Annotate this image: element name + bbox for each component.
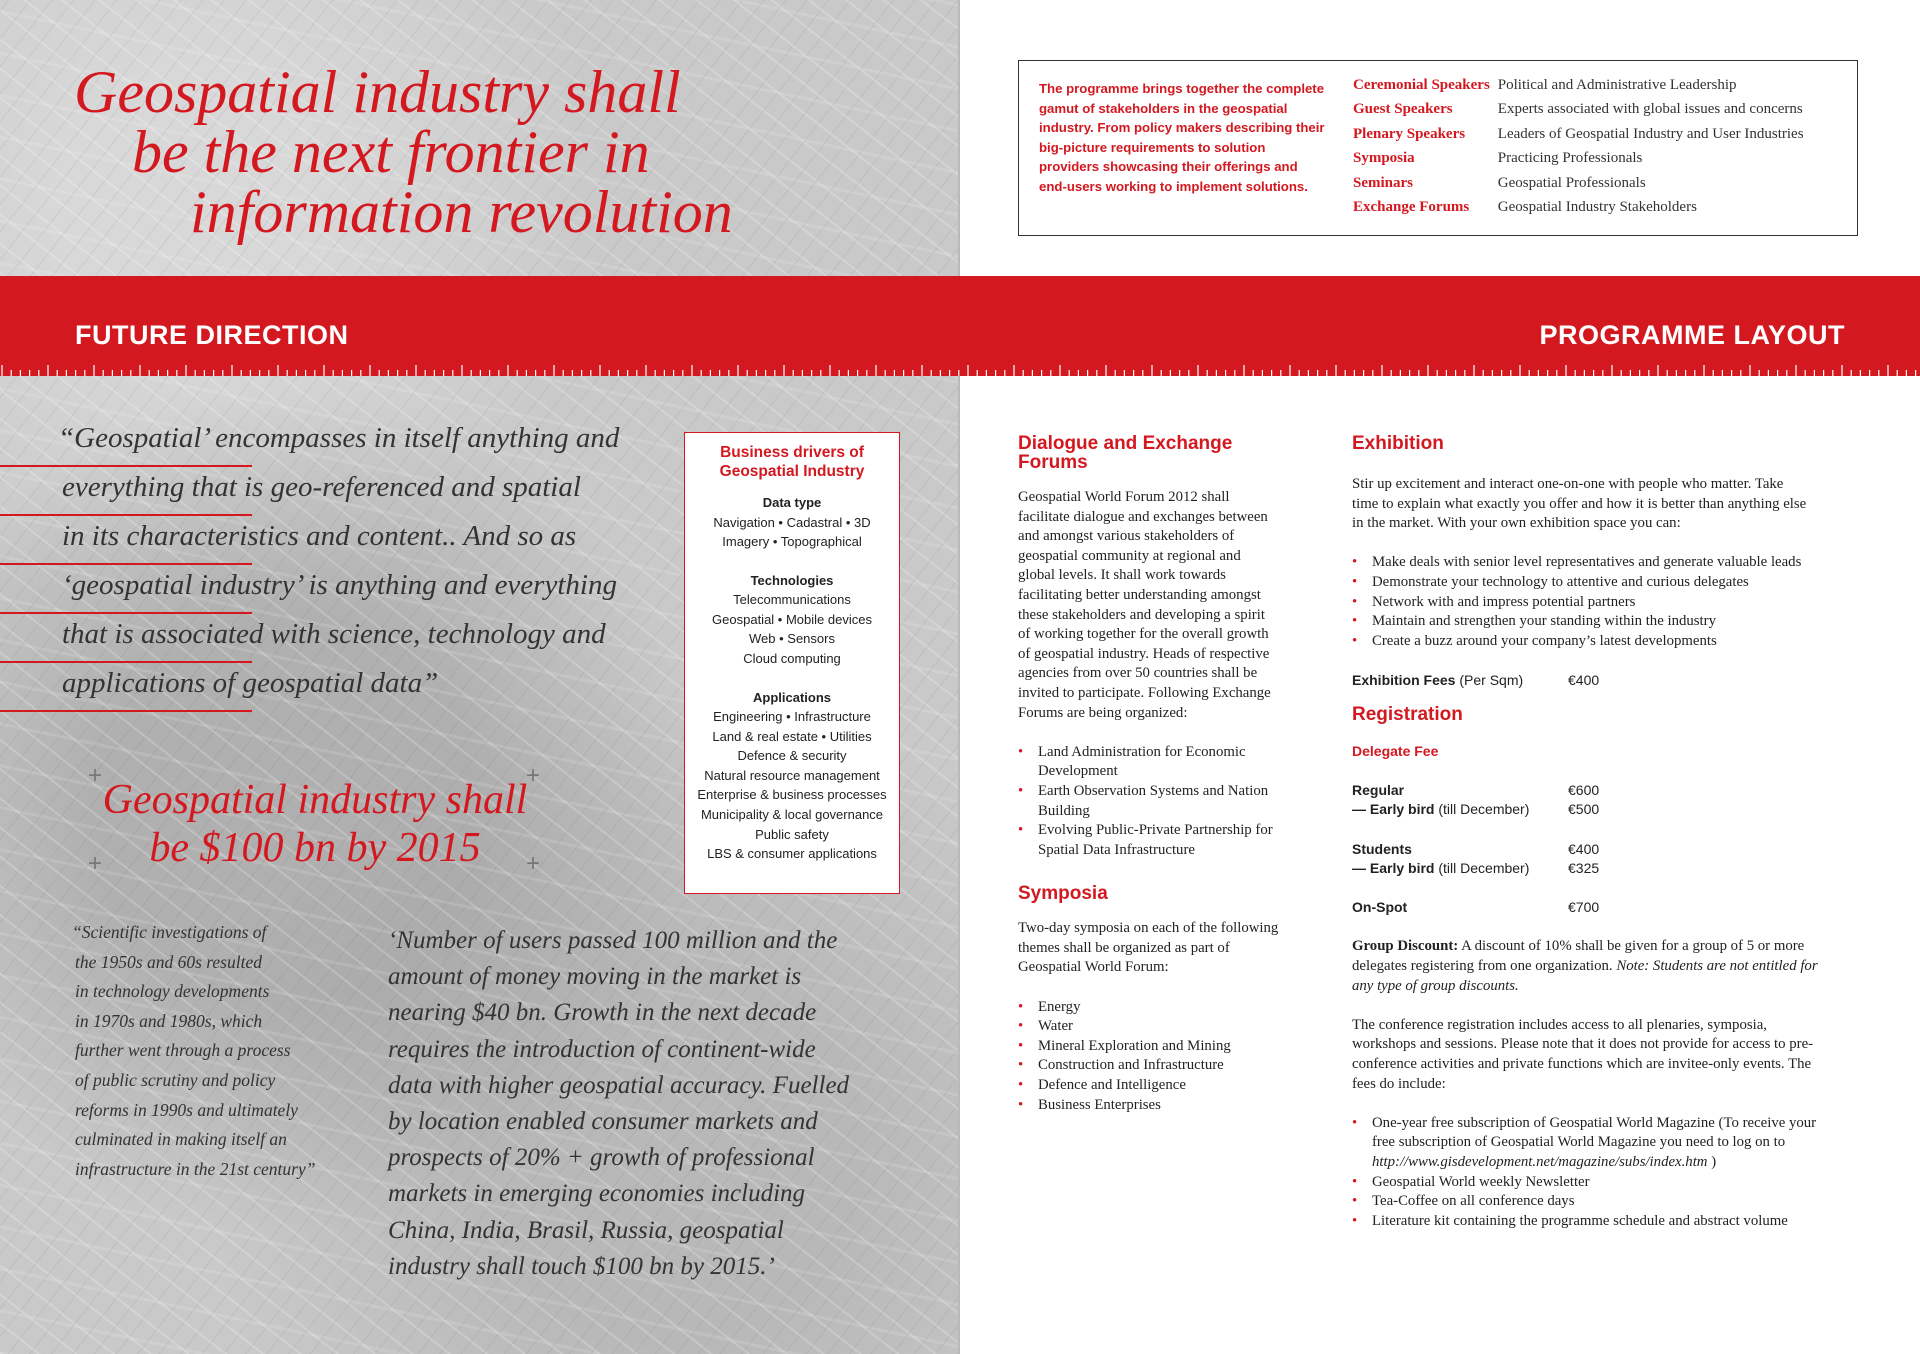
text-fragment: ) xyxy=(1707,1154,1717,1170)
text-line: Geospatial World Forum 2012 shall xyxy=(1018,489,1230,505)
fee-value: €400 xyxy=(1568,840,1600,857)
fee-label-unit: (Per Sqm) xyxy=(1455,671,1524,688)
item-line xyxy=(1372,1153,1852,1173)
list-item: Geospatial • Mobile devices xyxy=(712,611,872,627)
list-item: • Make deals with senior level representatives and generate valuable leads xyxy=(1352,553,1852,573)
spacer xyxy=(1352,996,1852,1016)
quote-line xyxy=(0,567,640,616)
quote-line: culminated in making itself an xyxy=(75,1129,287,1150)
programme-column-right xyxy=(1352,434,1852,1231)
quote-line-text: everything that is geo-referenced and spatial xyxy=(62,471,581,503)
cross-mark-icon: + xyxy=(526,762,541,789)
stakeholders-table xyxy=(1353,73,1804,220)
quote-line xyxy=(0,616,640,665)
quote-line-text: “Geospatial’ encompasses in itself anything and xyxy=(58,422,620,454)
delegate-fee-subheading: Delegate Fee xyxy=(1352,742,1439,759)
quote-line: in 1970s and 1980s, which xyxy=(75,1010,263,1031)
list-item: Navigation • Cadastral • 3D xyxy=(713,514,871,530)
text-line: The conference registration includes access to all plenaries, symposia, xyxy=(1352,1016,1767,1033)
quote-line: infrastructure in the 21st century” xyxy=(75,1158,316,1179)
spacer xyxy=(1018,860,1298,884)
quote-line: nearing $40 bn. Growth in the next decade xyxy=(388,999,817,1027)
text-line: invited to participate. Following Exchange xyxy=(1018,684,1271,701)
text-line: facilitate dialogue and exchanges between xyxy=(1018,508,1268,525)
quote-line: further went through a process xyxy=(75,1040,291,1061)
text-line: fees do include: xyxy=(1352,1075,1446,1092)
list-item: Land & real estate • Utilities xyxy=(712,728,872,744)
list-item: • Tea-Coffee on all conference days xyxy=(1352,1192,1852,1212)
stakeholder-description: Geospatial Professionals xyxy=(1497,174,1646,191)
text-line: conference activities and private functions which are invitee-only events. The xyxy=(1352,1056,1812,1073)
programme-column-left xyxy=(1018,434,1298,1115)
geospatial-definition-quote xyxy=(0,420,640,714)
quote-line: the 1950s and 60s resulted xyxy=(75,951,262,972)
list-item: • Geospatial World weekly Newsletter xyxy=(1352,1173,1852,1193)
red-rule xyxy=(0,465,252,467)
ruler-ticks xyxy=(0,360,1920,376)
quote-line xyxy=(0,420,640,469)
heading-line: Forums xyxy=(1018,452,1088,473)
item-line: • One-year free subscription of Geospatial World Magazine (To receive your xyxy=(1372,1114,1817,1131)
stakeholder-role: Symposia xyxy=(1353,150,1415,167)
item-line: free subscription of Geospatial World Magazine you need to log on to xyxy=(1372,1134,1786,1151)
list-item: Cloud computing xyxy=(743,650,841,666)
quote-line: markets in emerging economies including xyxy=(388,1180,806,1208)
stakeholder-description: Geospatial Industry Stakeholders xyxy=(1497,199,1697,216)
item-line: Spatial Data Infrastructure xyxy=(1038,841,1195,858)
list-item: Telecommunications xyxy=(733,592,851,608)
table-row xyxy=(1353,73,1804,98)
fee-row-regular xyxy=(1352,781,1852,801)
table-row xyxy=(1353,98,1804,123)
list-item: Municipality & local governance xyxy=(700,807,884,823)
list-item: • Literature kit containing the programme schedule and abstract volume xyxy=(1352,1212,1852,1232)
list-item: • Demonstrate your technology to attentive and curious delegates xyxy=(1352,573,1852,593)
stakeholder-description: Experts associated with global issues and concerns xyxy=(1497,101,1803,118)
quote-line: data with higher geospatial accuracy. Fuelled xyxy=(388,1071,850,1099)
quote-line: reforms in 1990s and ultimately xyxy=(75,1099,298,1120)
spacer xyxy=(685,669,899,688)
quote-line: in technology developments xyxy=(75,981,270,1002)
list-item xyxy=(1018,821,1298,860)
cross-mark-icon: + xyxy=(88,762,103,789)
text-line xyxy=(1352,937,1852,957)
quote-line: of public scrutiny and policy xyxy=(75,1069,276,1090)
stakeholder-description: Practicing Professionals xyxy=(1497,150,1643,167)
headline-line: Geospatial industry shall xyxy=(102,777,528,823)
subscription-url-link[interactable]: http://www.gisdevelopment.net/magazine/subs/index.htm xyxy=(1372,1154,1708,1170)
stakeholder-description: Political and Administrative Leadership xyxy=(1497,76,1737,93)
red-rule xyxy=(0,563,252,565)
quote-line: requires the introduction of continent-wide xyxy=(388,1035,816,1063)
section-band xyxy=(0,276,1920,376)
growth-quote xyxy=(388,923,888,1285)
text-line: of working together for the overall growth xyxy=(1018,626,1269,643)
text-line: facilitating better understanding amongst xyxy=(1018,586,1261,603)
list-item: • Create a buzz around your company’s latest developments xyxy=(1352,632,1852,652)
title-line: Geospatial Industry xyxy=(719,463,865,480)
list-item xyxy=(1018,743,1298,782)
stakeholder-role: Seminars xyxy=(1353,174,1413,191)
fee-inclusions-list xyxy=(1352,1114,1852,1232)
quote-line xyxy=(0,469,640,518)
list-item: • Network with and impress potential partners xyxy=(1352,593,1852,613)
quote-line: “Scientific investigations of xyxy=(72,922,267,942)
title-line: Business drivers of xyxy=(720,444,864,461)
text-line: of geospatial industry. Heads of respective xyxy=(1018,645,1270,662)
fee-label: Regular xyxy=(1352,781,1405,798)
text-line: in the market. With your own exhibition space you can: xyxy=(1352,515,1681,532)
quote-line-text: in its characteristics and content.. And so as xyxy=(62,520,577,552)
text-fragment: A discount of 10% shall be given for a group of 5 or more xyxy=(1458,938,1805,955)
headline-line: Geospatial industry shall xyxy=(74,59,681,125)
text-line: Stir up excitement and interact one-on-one with people who matter. Take xyxy=(1352,476,1784,492)
stakeholder-role: Ceremonial Speakers xyxy=(1353,76,1490,93)
fee-label: Students xyxy=(1352,840,1412,857)
quote-line-text: ‘geospatial industry’ is anything and everything xyxy=(62,569,617,601)
drivers-heading-applications: Applications xyxy=(752,689,831,705)
section-heading-exhibition: Exhibition xyxy=(1352,433,1444,454)
fee-value: €400 xyxy=(1568,671,1600,688)
spacer xyxy=(685,552,899,571)
stakeholder-role: Exchange Forums xyxy=(1353,199,1470,216)
quote-line: China, India, Brasil, Russia, geospatial xyxy=(388,1216,784,1244)
item-line: Building xyxy=(1038,802,1090,819)
spacer xyxy=(1352,651,1852,671)
section-heading-symposia: Symposia xyxy=(1018,883,1108,905)
spacer xyxy=(1352,534,1852,554)
spacer xyxy=(1352,918,1852,938)
quote-line-text: applications of geospatial data” xyxy=(62,667,439,699)
symposia-body xyxy=(1018,919,1298,978)
business-drivers-title xyxy=(685,443,899,481)
market-size-headline xyxy=(80,776,550,872)
note-text: Note: Students are not entitled for xyxy=(1616,958,1818,975)
list-item: Defence & security xyxy=(737,748,847,764)
text-line: global levels. It shall work towards xyxy=(1018,567,1226,584)
item-line: • Evolving Public-Private Partnership for xyxy=(1038,822,1273,839)
text-line: Forums are being organized: xyxy=(1018,704,1188,721)
fee-label: On-Spot xyxy=(1352,899,1408,916)
headline-line: be $100 bn by 2015 xyxy=(149,825,481,871)
quote-line xyxy=(0,518,640,567)
text-line: themes shall be organized as part of xyxy=(1018,939,1230,956)
group-discount-label: Group Discount: xyxy=(1352,938,1459,955)
section-title-programme-layout: PROGRAMME LAYOUT xyxy=(1539,320,1845,350)
list-item: • Mineral Exploration and Mining xyxy=(1018,1037,1298,1057)
stakeholder-role: Guest Speakers xyxy=(1353,101,1453,118)
list-item: • Business Enterprises xyxy=(1018,1096,1298,1116)
exchange-forums-list xyxy=(1018,743,1298,861)
spacer xyxy=(1352,691,1852,705)
note-text: any type of group discounts. xyxy=(1352,977,1519,994)
spacer xyxy=(1018,978,1298,998)
text-line: Geospatial World Forum: xyxy=(1018,959,1169,976)
list-item: • Defence and Intelligence xyxy=(1018,1076,1298,1096)
fee-row-on-spot xyxy=(1352,898,1852,918)
cross-mark-icon: + xyxy=(526,850,541,877)
text-line: time to explain what exactly you offer and how it is better than anything else xyxy=(1352,495,1807,512)
fee-row-students-early-bird xyxy=(1352,859,1852,879)
quote-line: ‘Number of users passed 100 million and the xyxy=(388,927,838,954)
text-line: Two-day symposia on each of the following xyxy=(1018,920,1279,937)
section-heading-dialogue xyxy=(1018,434,1298,472)
text-line xyxy=(1352,957,1852,977)
fee-row-regular-early-bird xyxy=(1352,800,1852,820)
spacer xyxy=(1018,903,1298,919)
list-item: • Maintain and strengthen your standing within the industry xyxy=(1352,612,1852,632)
list-item: Enterprise & business processes xyxy=(697,787,887,803)
item-line: • Earth Observation Systems and Nation xyxy=(1038,782,1269,799)
drivers-heading-data-type: Data type xyxy=(762,495,822,510)
quote-line: amount of money moving in the market is xyxy=(388,963,802,991)
history-quote xyxy=(72,918,352,1184)
stakeholder-role: Plenary Speakers xyxy=(1353,125,1466,142)
fee-label-bold: — Early bird xyxy=(1352,860,1435,877)
conference-registration-text xyxy=(1352,1016,1852,1094)
red-rule xyxy=(0,612,252,614)
fee-value: €700 xyxy=(1568,899,1600,916)
list-item: • Construction and Infrastructure xyxy=(1018,1056,1298,1076)
dialogue-body xyxy=(1018,488,1298,723)
list-item: Imagery • Topographical xyxy=(722,534,862,550)
spacer xyxy=(1352,453,1852,475)
table-row xyxy=(1353,122,1804,147)
exhibition-body xyxy=(1352,475,1852,534)
table-row xyxy=(1353,147,1804,172)
list-item: Web • Sensors xyxy=(749,631,835,647)
fee-label-note: (till December) xyxy=(1434,801,1530,818)
section-heading-registration: Registration xyxy=(1352,703,1463,725)
spacer xyxy=(1352,761,1852,781)
list-item: Public safety xyxy=(755,826,829,842)
spacer xyxy=(1018,723,1298,743)
quote-line xyxy=(0,665,640,714)
text-line: agencies from over 50 countries shall be xyxy=(1018,665,1258,682)
spacer xyxy=(1352,1094,1852,1114)
fee-label-bold: — Early bird xyxy=(1352,801,1435,818)
stakeholders-intro: The programme brings together the complete gamut of stakeholders in the geospatial industry. From policy makers describing their big-picture requirements to solution providers showcasing their offerings and end-users working to implement solutions. xyxy=(1039,81,1325,194)
quote-line: industry shall touch $100 bn by 2015.’ xyxy=(388,1252,775,1280)
list-item: LBS & consumer applications xyxy=(707,846,877,862)
section-title-future-direction: FUTURE DIRECTION xyxy=(75,320,349,350)
list-item: Engineering • Infrastructure xyxy=(713,709,871,725)
table-row xyxy=(1353,196,1804,221)
red-rule xyxy=(0,661,252,663)
table-row xyxy=(1353,171,1804,196)
quote-line: by location enabled consumer markets and xyxy=(388,1108,818,1136)
symposia-themes-list xyxy=(1018,998,1298,1116)
fee-label xyxy=(1352,671,1523,691)
page-fold-divider xyxy=(958,0,960,1354)
stakeholder-description: Leaders of Geospatial Industry and User Industries xyxy=(1497,125,1804,142)
cross-mark-icon: + xyxy=(88,850,103,877)
quote-line: prospects of 20% + growth of professional xyxy=(388,1144,815,1172)
fee-label-note: (till December) xyxy=(1434,860,1530,877)
spacer xyxy=(1018,472,1298,488)
quote-line-text: that is associated with science, technology and xyxy=(62,618,606,650)
list-item xyxy=(1352,1114,1852,1173)
fee-row-students xyxy=(1352,840,1852,860)
spacer xyxy=(1352,879,1852,899)
stakeholders-box xyxy=(1018,60,1858,236)
heading-line: Dialogue and Exchange xyxy=(1018,433,1233,454)
spacer xyxy=(1352,724,1852,742)
exhibition-benefits-list xyxy=(1352,553,1852,651)
list-item xyxy=(1018,782,1298,821)
fee-label xyxy=(1352,859,1529,879)
business-drivers-box xyxy=(684,432,900,894)
list-item: • Water xyxy=(1018,1017,1298,1037)
item-line: • Land Administration for Economic xyxy=(1038,743,1246,760)
red-rule xyxy=(0,514,252,516)
fee-label xyxy=(1352,800,1529,820)
item-line: Development xyxy=(1038,763,1118,780)
group-discount-text xyxy=(1352,937,1852,996)
text-line: and amongst various stakeholders of xyxy=(1018,528,1235,545)
red-rule xyxy=(0,710,252,712)
list-item: Natural resource management xyxy=(704,767,880,783)
exhibition-fee-row xyxy=(1352,671,1852,691)
fee-value: €325 xyxy=(1568,860,1600,877)
fee-value: €500 xyxy=(1568,801,1600,818)
fee-label-bold: Exhibition Fees xyxy=(1352,671,1456,688)
spacer xyxy=(1352,820,1852,840)
main-headline xyxy=(60,59,860,245)
text-fragment: delegates registering from one organization. xyxy=(1352,958,1617,975)
text-line: workshops and sessions. Please note that it does not provide for access to pre- xyxy=(1352,1036,1814,1053)
fee-value: €600 xyxy=(1568,781,1600,798)
headline-line: be the next frontier in xyxy=(132,119,650,185)
headline-line: information revolution xyxy=(190,179,733,245)
text-line: these stakeholders and developing a spirit xyxy=(1018,606,1265,623)
text-line: geospatial community at regional and xyxy=(1018,547,1241,564)
drivers-heading-technologies: Technologies xyxy=(750,572,834,588)
list-item: • Energy xyxy=(1018,998,1298,1018)
